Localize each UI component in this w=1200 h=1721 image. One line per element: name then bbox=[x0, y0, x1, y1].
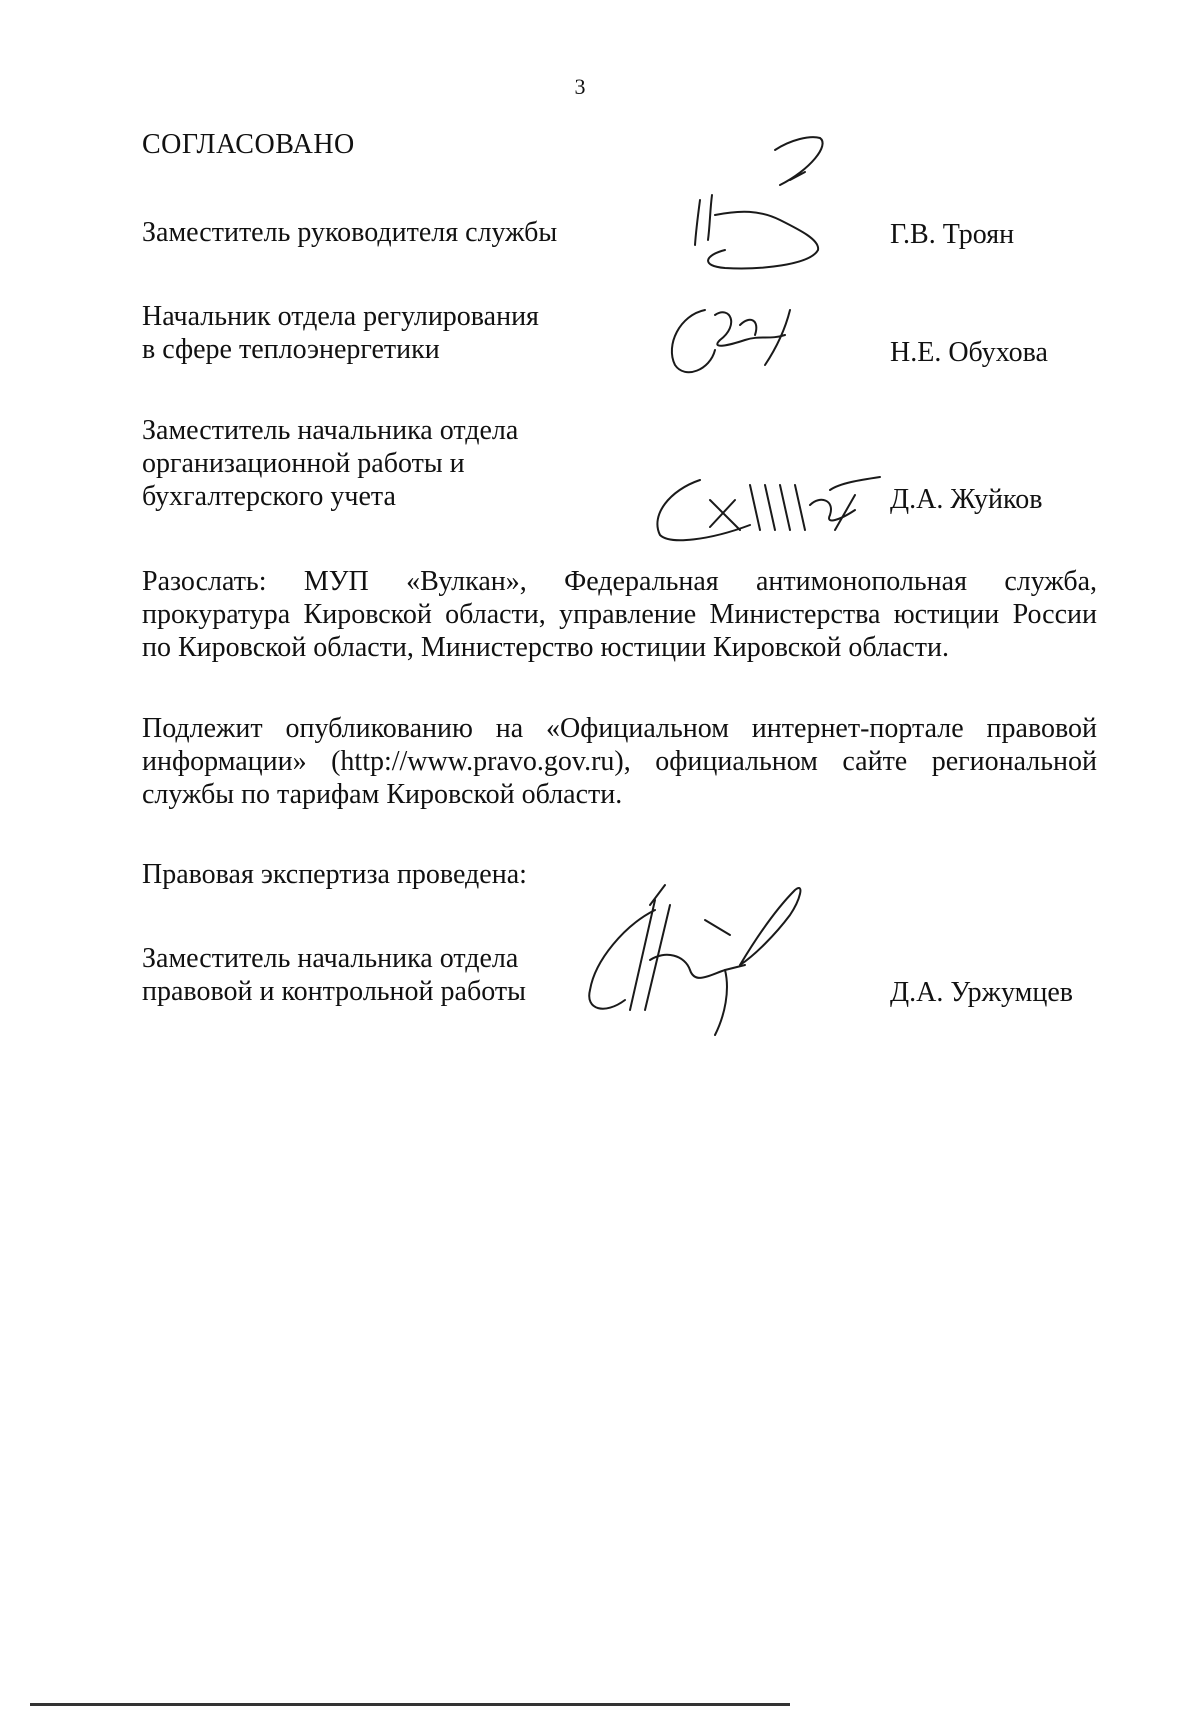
distribution-paragraph bbox=[142, 565, 1097, 664]
position-line: правовой и контрольной работы bbox=[142, 976, 526, 1007]
paragraph-line: прокуратура Кировской области, управление Министерства юстиции России bbox=[142, 599, 1097, 630]
position-line: Заместитель начальника отдела bbox=[142, 943, 519, 974]
approval-heading: СОГЛАСОВАНО bbox=[142, 129, 355, 160]
position-line: Заместитель начальника отдела bbox=[142, 415, 519, 446]
signatory-2-position bbox=[142, 300, 539, 366]
signature-1-image bbox=[680, 130, 860, 290]
legal-review-position bbox=[142, 942, 526, 1008]
signature-4-image bbox=[555, 870, 835, 1040]
paragraph-line: информации» (http://www.pravo.gov.ru), официальном сайте региональной bbox=[142, 746, 1097, 777]
signatory-1-position bbox=[142, 216, 557, 249]
position-line: Заместитель руководителя службы bbox=[142, 217, 558, 248]
position-line: организационной работы и bbox=[142, 448, 465, 479]
bottom-scan-edge bbox=[30, 1703, 790, 1706]
page-number: 3 bbox=[574, 74, 586, 99]
position-line: в сфере теплоэнергетики bbox=[142, 334, 440, 365]
legal-review-name: Д.А. Уржумцев bbox=[890, 977, 1074, 1008]
legal-review-heading: Правовая экспертиза проведена: bbox=[142, 859, 527, 890]
signature-3-image bbox=[640, 455, 890, 550]
position-line: Начальник отдела регулирования bbox=[142, 301, 539, 332]
signature-2-image bbox=[660, 295, 830, 385]
paragraph-line: службы по тарифам Кировской области. bbox=[142, 779, 623, 810]
signatory-2-name: Н.Е. Обухова bbox=[890, 337, 1048, 368]
paragraph-line: Разослать: МУП «Вулкан», Федеральная антимонопольная служба, bbox=[142, 566, 1097, 597]
paragraph-line: по Кировской области, Министерство юстиции Кировской области. bbox=[142, 632, 949, 663]
signatory-3-position bbox=[142, 414, 518, 513]
signatory-3-name: Д.А. Жуйков bbox=[890, 484, 1043, 515]
position-line: бухгалтерского учета bbox=[142, 481, 396, 512]
signatory-1-name: Г.В. Троян bbox=[890, 219, 1015, 250]
publication-paragraph bbox=[142, 712, 1097, 811]
paragraph-line: Подлежит опубликованию на «Официальном интернет-портале правовой bbox=[142, 713, 1097, 744]
